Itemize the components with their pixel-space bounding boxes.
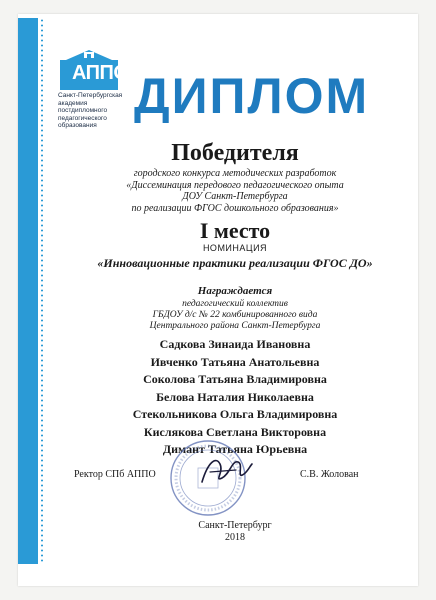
nomination-title: «Инновационные практики реализации ФГОС ДО» — [97, 256, 373, 270]
nomination-label: НОМИНАЦИЯ — [202, 243, 268, 253]
year: 2018 — [225, 532, 245, 543]
city: Санкт-Петербург — [198, 520, 272, 531]
place-heading: I место — [199, 218, 271, 243]
collective-description: педагогический коллектив ГБДОУ д/с № 22 комбинированного вида Центрального района Санкт-Петербурга — [149, 299, 321, 331]
diploma-title: ДИПЛОМ — [134, 68, 370, 124]
awardee-name: Соколова Татьяна Владимировна — [143, 372, 327, 386]
left-dotted-band — [40, 18, 44, 564]
competition-description: городского конкурса методических разработок «Диссеминация передового педагогического опыта ДОУ Санкт-Петербурга по реализации ФГОС дошкольного образования» — [126, 168, 344, 214]
organization-name: Санкт-Петербургская академия постдипломного педагогического образования — [58, 92, 123, 129]
rector-signature — [196, 452, 256, 490]
city-year — [60, 520, 410, 544]
rector-name: С.В. Жолован — [300, 469, 359, 480]
awardee-name: Кислякова Светлана Викторовна — [143, 424, 327, 439]
left-color-band — [18, 18, 38, 564]
awarded-label: Награждается — [197, 285, 273, 297]
awardee-name: Белова Наталия Николаевна — [156, 389, 314, 404]
appo-logo — [58, 50, 138, 130]
awardee-name: Димант Татьяна Юрьевна — [162, 442, 308, 456]
rector-position: Ректор СПб АППО — [74, 469, 156, 480]
awardee-name: Ивченко Татьяна Анатольевна — [150, 354, 320, 369]
awardee-name: Садкова Зинаида Ивановна — [159, 337, 311, 351]
awardee-name: Стекольникова Ольга Владимировна — [132, 407, 338, 421]
winner-heading: Победителя — [171, 140, 299, 166]
logo-abbreviation: АППО — [72, 62, 129, 84]
